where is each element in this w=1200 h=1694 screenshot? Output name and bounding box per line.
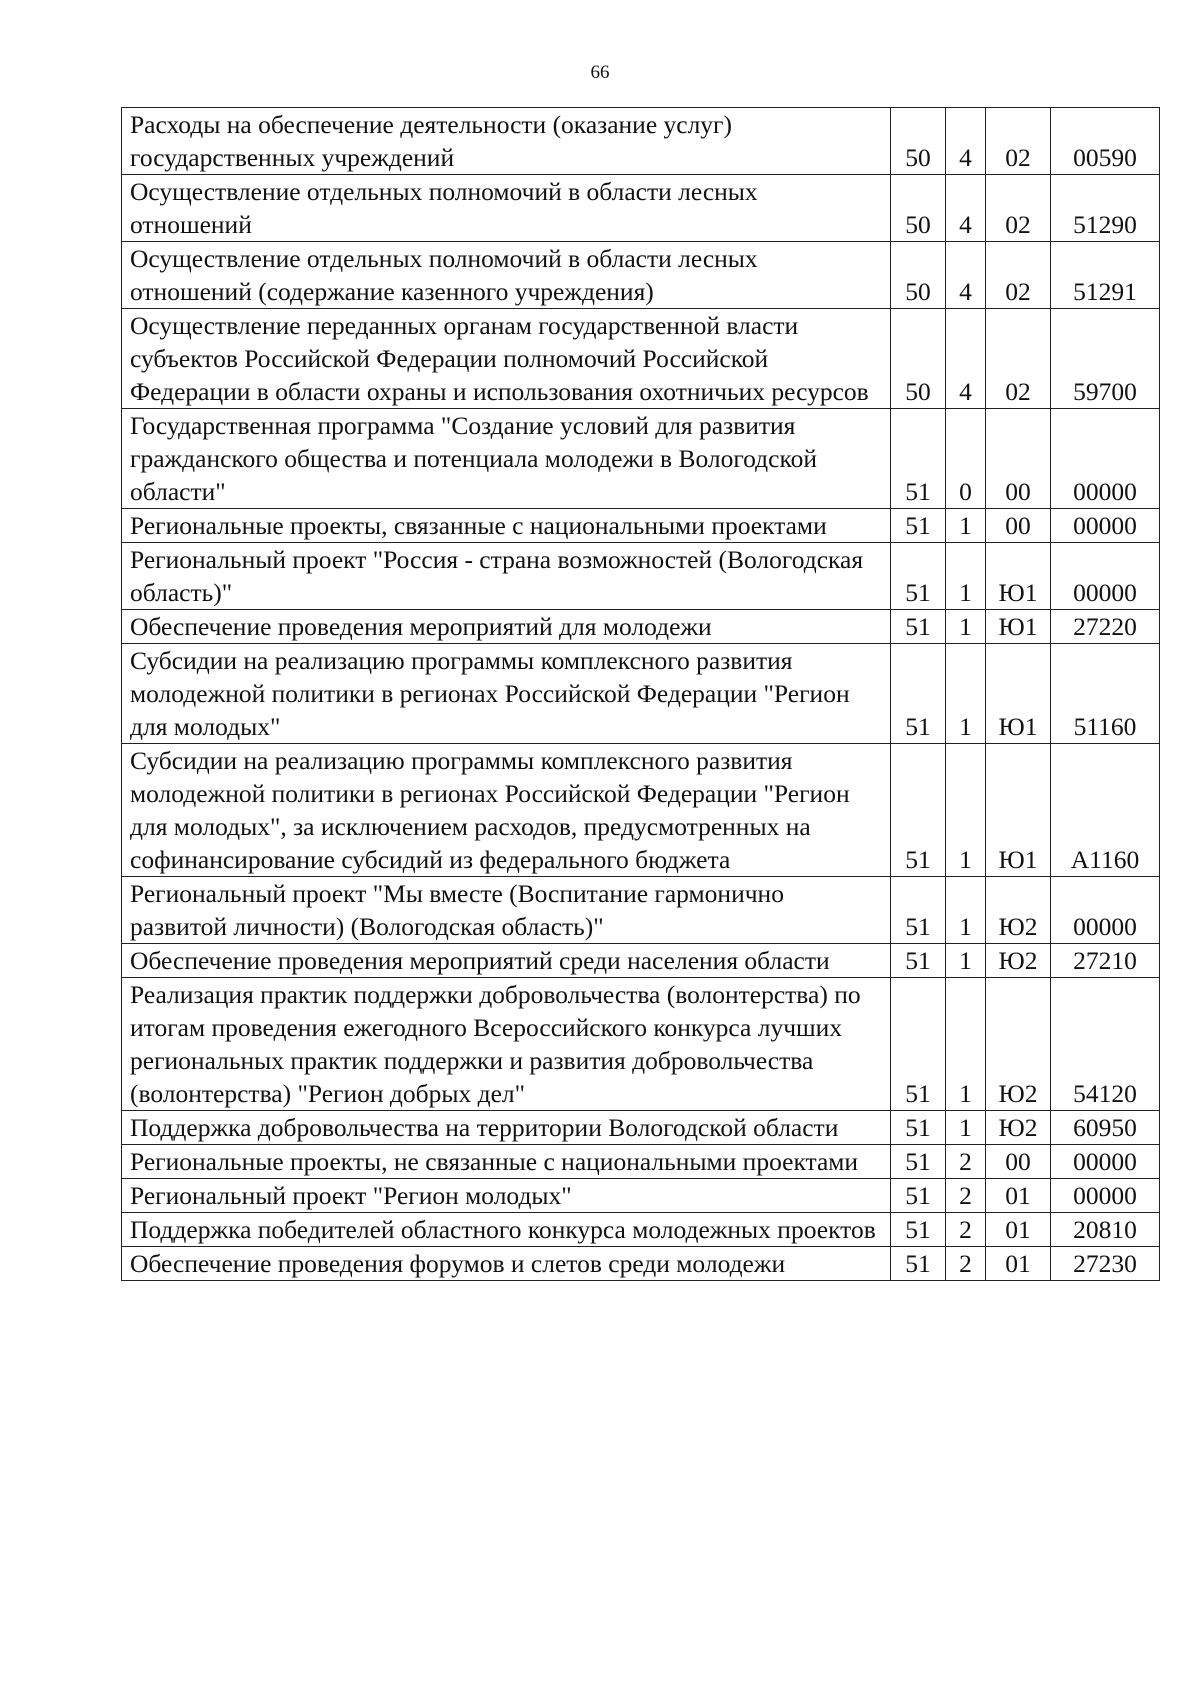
row-name: Осуществление отдельных полномочий в области лесных отношений (содержание казенного учреждения) — [122, 242, 891, 309]
code-event: Ю1 — [986, 744, 1051, 877]
table-row — [122, 1145, 1160, 1179]
code-subprogram: 4 — [946, 175, 986, 242]
code-subprogram: 4 — [946, 108, 986, 175]
row-name: Субсидии на реализацию программы комплексного развития молодежной политики в регионах Российской Федерации "Регион для молодых", за исключением расходов, предусмотренных на софинансирование субсидий из федерального бюджета — [122, 744, 891, 877]
code-direction: 27230 — [1051, 1247, 1160, 1281]
code-direction: 00000 — [1051, 409, 1160, 509]
code-direction: 27220 — [1051, 610, 1160, 644]
table-row — [122, 944, 1160, 978]
code-subprogram: 1 — [946, 610, 986, 644]
code-subprogram: 0 — [946, 409, 986, 509]
code-direction: 20810 — [1051, 1213, 1160, 1247]
row-name: Поддержка победителей областного конкурса молодежных проектов — [122, 1213, 891, 1247]
code-direction: 54120 — [1051, 978, 1160, 1111]
code-event: 02 — [986, 175, 1051, 242]
table-row — [122, 610, 1160, 644]
code-direction: 00000 — [1051, 1145, 1160, 1179]
row-name: Расходы на обеспечение деятельности (оказание услуг) государственных учреждений — [122, 108, 891, 175]
code-subprogram: 1 — [946, 944, 986, 978]
row-name: Региональные проекты, связанные с национальными проектами — [122, 509, 891, 543]
code-subprogram: 2 — [946, 1145, 986, 1179]
table-row — [122, 108, 1160, 175]
row-name: Поддержка добровольчества на территории Вологодской области — [122, 1111, 891, 1145]
code-subprogram: 2 — [946, 1213, 986, 1247]
code-program: 51 — [891, 1247, 946, 1281]
table-row — [122, 309, 1160, 409]
code-program: 51 — [891, 509, 946, 543]
code-program: 51 — [891, 944, 946, 978]
code-direction: 59700 — [1051, 309, 1160, 409]
code-direction: 00000 — [1051, 509, 1160, 543]
code-event: Ю1 — [986, 644, 1051, 744]
code-event: 02 — [986, 242, 1051, 309]
row-name: Региональный проект "Россия - страна возможностей (Вологодская область)" — [122, 543, 891, 610]
code-subprogram: 4 — [946, 242, 986, 309]
code-direction: 51291 — [1051, 242, 1160, 309]
table-row — [122, 744, 1160, 877]
code-program: 51 — [891, 644, 946, 744]
code-event: 01 — [986, 1213, 1051, 1247]
code-event: Ю2 — [986, 944, 1051, 978]
code-program: 51 — [891, 543, 946, 610]
code-subprogram: 4 — [946, 309, 986, 409]
code-event: 00 — [986, 1145, 1051, 1179]
code-event: Ю2 — [986, 1111, 1051, 1145]
table-row — [122, 1111, 1160, 1145]
code-program: 51 — [891, 1111, 946, 1145]
code-subprogram: 1 — [946, 1111, 986, 1145]
code-program: 51 — [891, 978, 946, 1111]
code-direction: 00000 — [1051, 877, 1160, 944]
row-name: Государственная программа "Создание условий для развития гражданского общества и потенциала молодежи в Вологодской области" — [122, 409, 891, 509]
code-program: 51 — [891, 877, 946, 944]
row-name: Осуществление переданных органам государственной власти субъектов Российской Федерации полномочий Российской Федерации в области охраны и использования охотничьих ресурсов — [122, 309, 891, 409]
table-row — [122, 175, 1160, 242]
code-subprogram: 1 — [946, 509, 986, 543]
code-event: 01 — [986, 1179, 1051, 1213]
row-name: Региональные проекты, не связанные с национальными проектами — [122, 1145, 891, 1179]
code-program: 51 — [891, 1179, 946, 1213]
code-event: Ю1 — [986, 610, 1051, 644]
code-subprogram: 1 — [946, 543, 986, 610]
code-event: 02 — [986, 108, 1051, 175]
code-subprogram: 1 — [946, 877, 986, 944]
table-row — [122, 509, 1160, 543]
code-program: 51 — [891, 610, 946, 644]
code-program: 50 — [891, 309, 946, 409]
code-direction: 00590 — [1051, 108, 1160, 175]
code-direction: 60950 — [1051, 1111, 1160, 1145]
code-event: 00 — [986, 409, 1051, 509]
code-direction: 51160 — [1051, 644, 1160, 744]
code-program: 51 — [891, 409, 946, 509]
row-name: Обеспечение проведения форумов и слетов среди молодежи — [122, 1247, 891, 1281]
code-event: 02 — [986, 309, 1051, 409]
code-event: 00 — [986, 509, 1051, 543]
code-program: 50 — [891, 175, 946, 242]
table-row — [122, 1247, 1160, 1281]
table-row — [122, 409, 1160, 509]
table-row — [122, 1179, 1160, 1213]
row-name: Региональный проект "Мы вместе (Воспитание гармонично развитой личности) (Вологодская область)" — [122, 877, 891, 944]
code-program: 51 — [891, 1145, 946, 1179]
code-program: 50 — [891, 108, 946, 175]
code-program: 51 — [891, 744, 946, 877]
row-name: Осуществление отдельных полномочий в области лесных отношений — [122, 175, 891, 242]
table-row — [122, 644, 1160, 744]
code-subprogram: 1 — [946, 978, 986, 1111]
page-number: 66 — [590, 62, 610, 83]
table-row — [122, 1213, 1160, 1247]
code-subprogram: 2 — [946, 1179, 986, 1213]
row-name: Региональный проект "Регион молодых" — [122, 1179, 891, 1213]
code-direction: 27210 — [1051, 944, 1160, 978]
table-row — [122, 242, 1160, 309]
code-subprogram: 1 — [946, 644, 986, 744]
row-name: Субсидии на реализацию программы комплексного развития молодежной политики в регионах Российской Федерации "Регион для молодых" — [122, 644, 891, 744]
code-event: 01 — [986, 1247, 1051, 1281]
code-direction: А1160 — [1051, 744, 1160, 877]
code-direction: 51290 — [1051, 175, 1160, 242]
budget-classification-table — [121, 107, 1160, 1281]
code-event: Ю2 — [986, 978, 1051, 1111]
table-row — [122, 978, 1160, 1111]
code-event: Ю2 — [986, 877, 1051, 944]
code-subprogram: 2 — [946, 1247, 986, 1281]
code-direction: 00000 — [1051, 543, 1160, 610]
code-direction: 00000 — [1051, 1179, 1160, 1213]
code-program: 51 — [891, 1213, 946, 1247]
table-row — [122, 543, 1160, 610]
row-name: Обеспечение проведения мероприятий среди населения области — [122, 944, 891, 978]
code-event: Ю1 — [986, 543, 1051, 610]
code-program: 50 — [891, 242, 946, 309]
table-row — [122, 877, 1160, 944]
row-name: Реализация практик поддержки добровольчества (волонтерства) по итогам проведения ежегодного Всероссийского конкурса лучших региональных практик поддержки и развития добровольчества (волонтерства) "Регион добрых дел" — [122, 978, 891, 1111]
row-name: Обеспечение проведения мероприятий для молодежи — [122, 610, 891, 644]
code-subprogram: 1 — [946, 744, 986, 877]
